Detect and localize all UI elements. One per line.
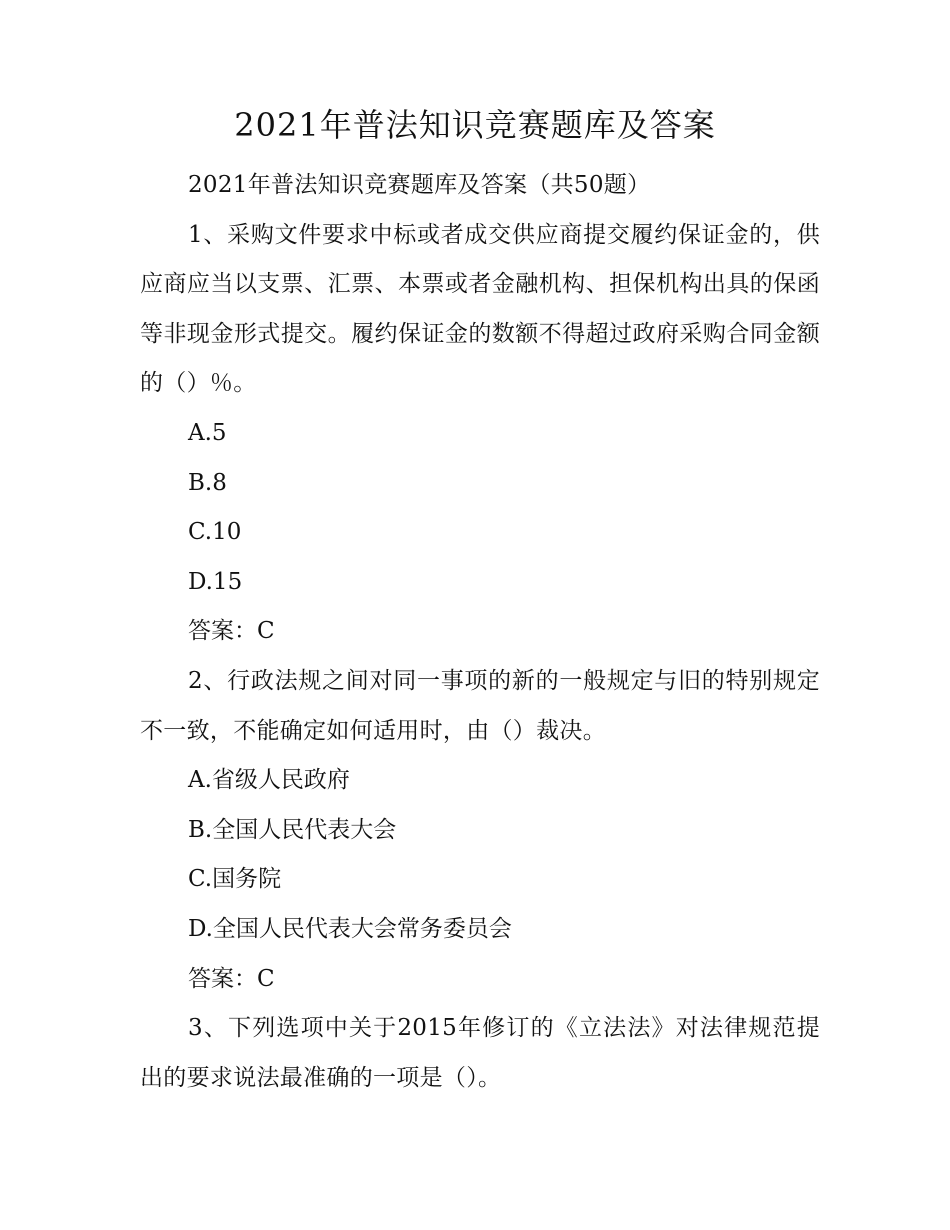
question-option: B.全国人民代表大会 <box>188 816 397 843</box>
question-answer: 答案：C <box>188 618 275 645</box>
question-option: B.8 <box>188 469 227 496</box>
question-stem: 2、行政法规之间对同一事项的新的一般规定与旧的特别规定不一致，不能确定如何适用时，由（）裁决。 <box>140 667 820 744</box>
document-body <box>140 161 820 1103</box>
question-stem: 1、采购文件要求中标或者成交供应商提交履约保证金的，供应商应当以支票、汇票、本票或者金融机构、担保机构出具的保函等非现金形式提交。履约保证金的数额不得超过政府采购合同金额的（）％。 <box>140 221 820 397</box>
document-subtitle: 2021年普法知识竞赛题库及答案（共50题） <box>188 172 651 198</box>
question-3 <box>140 1004 820 1103</box>
document-title: 2021年普法知识竞赛题库及答案 <box>234 106 716 144</box>
question-answer: 答案：C <box>188 965 275 992</box>
question-stem: 3、下列选项中关于2015年修订的《立法法》对法律规范提出的要求说法最准确的一项是（）。 <box>140 1015 820 1091</box>
question-option: C.国务院 <box>188 866 282 893</box>
question-option: D.全国人民代表大会常务委员会 <box>188 915 512 942</box>
question-2 <box>140 657 820 1004</box>
question-option: A.5 <box>188 419 227 446</box>
question-option: A.省级人民政府 <box>188 767 350 794</box>
question-option: C.10 <box>188 519 242 546</box>
question-1 <box>140 211 820 657</box>
question-option: D.15 <box>188 568 243 595</box>
